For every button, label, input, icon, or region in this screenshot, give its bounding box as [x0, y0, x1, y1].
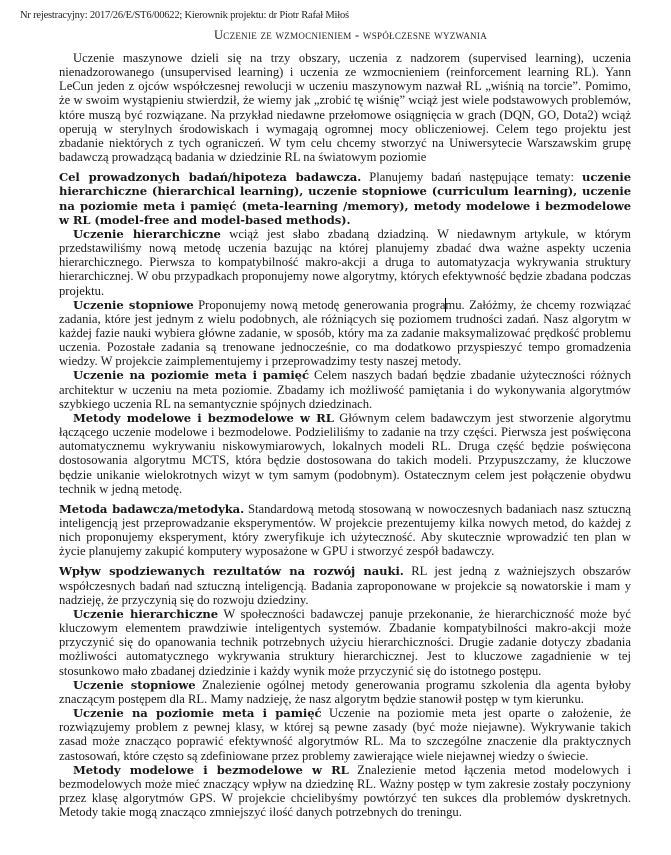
- impact-item-meta: [59, 706, 631, 763]
- impact-item-text: Znalezienie ogólnej metody generowania programu szkolenia dla agenta byłoby znaczącym postępem dla RL. Mamy nadzieję, że nasz algorytm będzie stanowił postęp w tym kierunku.: [59, 677, 631, 706]
- impact-text: RL jest jedną z ważniejszych obszarów współczesnych badań nad sztuczną inteligencją. Badania zaproponowane w projekcie są nowatorskie i mam y nadzieję, że przyczynią się do rozwoju dziedziny.: [59, 564, 631, 607]
- method-heading: Metoda badawcza/metodyka.: [59, 501, 245, 516]
- impact-item-heading: Uczenie stopniowe: [73, 677, 196, 692]
- impact-item-curriculum: [59, 678, 631, 706]
- goals-item-text: wciąż jest słabo zbadaną dziadziną. W niedawnym artykule, w którym przedstawiliśmy nową metodę uczenia bazując na której planujemy zbadać dwa ważne aspekty uczenia hierarchicznego. Pierwsza to kompatybilność makro-akcji a druga to automatyzacja wykrywania struktury hierarchicznej. W obu przypadkach proponujemy nowe algorytmy, których efektywność będzie zbadana podczas projektu.: [59, 226, 631, 298]
- goals-item-text-continued: mu. Załóżmy, że chcemy rozwiązać zadania, które jest jednym z wielu podobnych, ale różniących się poziomem trudności zadań. Nasz algorytm w każdej fazie nauki wybiera główne zadanie, w sposób, który ma za zadanie maksymalizować prędkość problemu uczenia. Pozostałe zadania są trenowane jednocześnie, co ma dodatkowo przyspieszyć tempo gromadzenia wiedzy. W projekcie zaimplementujemy i przeprowadzimy testy naszej metody.: [59, 297, 631, 369]
- goals-item-heading: Uczenie hierarchiczne: [73, 226, 221, 241]
- impact-item-model: [59, 763, 631, 820]
- impact-item-heading: Uczenie na poziomie meta i pamięć: [73, 706, 322, 721]
- goals-heading: Cel prowadzonych badań/hipoteza badawcza.: [59, 170, 362, 185]
- impact-item-heading: Metody modelowe i bezmodelowe w RL: [73, 762, 349, 777]
- impact-item-heading: Uczenie hierarchiczne: [73, 606, 218, 621]
- impact-section: [59, 564, 631, 606]
- registration-header: Nr rejestracyjny: 2017/26/E/ST6/00622; Kierownik projektu: dr Piotr Rafał Miłoś: [20, 10, 349, 21]
- goals-item-heading: Uczenie stopniowe: [73, 297, 194, 312]
- intro-paragraph: [59, 51, 631, 164]
- goals-item-text: Proponujemy nową metodę generowania progra: [198, 297, 446, 312]
- goals-topics: uczenie hierarchiczne (hierarchical learning), uczenie stopniowe (curriculum learning), uczenie na poziomie meta i pamięć (meta-learning /memory), metody modelowe i bezmodelowe w RL (model-free and model-based methods).: [59, 170, 632, 227]
- goals-item-model: [59, 411, 631, 496]
- goals-section: [59, 170, 631, 227]
- goals-item-meta: [59, 368, 631, 410]
- goals-lead: Planujemy badań następujące tematy:: [369, 170, 574, 185]
- goals-item-text: Celem naszych badań będzie zbadanie użyteczności różnych architektur w uczeniu na meta poziomie. Zbadamy ich możliwość pamiętania i do wykonywania algorytmów szybkiego uczenia RL na semantycznie spójnych dziedzinach.: [59, 368, 631, 411]
- impact-item-text: Znalezienie metod łączenia metod modelowych i bezmodelowych może mieć znaczący wpływ na dziedzinę RL. Ważny postęp w tym zakresie zostały poczyniony przez klasę algorytmów GPS. W projekcie chcielibyśmy powtórzyć ten sukces dla problemów dyskretnych. Metody takie mogą znacząco zmniejszyć ilość danych potrzebnych do treningu.: [59, 762, 631, 820]
- document-body: [59, 51, 631, 819]
- goals-item-hierarchical: [59, 227, 631, 298]
- impact-item-text: Uczenie na poziomie meta jest oparte o założenie, że rozwiązujemy problem z pewnej klasy, w której są pewne zasady (być może niejawne). Wykrywanie takich zasad może znacząco poprawić efektywność algorytmów RL. Ma to szczególne znaczenie dla praktycznych zastosowań, które często są zdefiniowane przez problemy zawierające wiele niejawnej wiedzy o świecie.: [59, 706, 632, 763]
- goals-item-heading: Metody modelowe i bezmodelowe w RL: [73, 410, 334, 425]
- impact-heading: Wpływ spodziewanych rezultatów na rozwój nauki.: [59, 564, 404, 579]
- goals-item-heading: Uczenie na poziomie meta i pamięć: [73, 368, 309, 383]
- goals-item-curriculum[interactable]: [59, 298, 631, 369]
- intro-text: Uczenie maszynowe dzieli się na trzy obszary, uczenia z nadzorem (supervised learning), uczenia nienadzorowanego (unsupervised learning) i uczenia ze wzmocnieniem (reinforcement learning RL). Yann LeCun jeden z ojców współczesnej rewolucji w uczeniu maszynowym nazwał RL „wiśnią na torcie”. Pomimo, że w swoim wystąpieniu stwierdził, że wiemy jak „zrobić tę wiśnię” wciąż jest wiele podstawowych problemów, które muszą być rozwiązane. Na przykład niedawne przełomowe osiągnięcia w grach (DQN, GO, Dota2) wciąż operują w sterylnych środowiskach i wymagają ogromnej mocy obliczeniowej. Celem tego projektu jest zbadanie niektórych z tych ograniczeń. W tym celu chcemy stworzyć na Uniwersytecie Warszawskim grupę badawczą prowadzącą badania w dziedzinie RL na światowym poziomie: [59, 51, 631, 165]
- impact-item-hierarchical: [59, 607, 631, 678]
- goals-item-text: Głównym celem badawczym jest stworzenie algorytmu łączącego uczenie modelowe i bezmodelowe. Podzieliliśmy to zadanie na trzy części. Pierwsza jest poświęcona automatycznemu wykrywaniu niskowymiarowych, lokalnych modeli RL. Druga część będzie poświęcona dostosowania algorytmu MCTS, która będzie dostosowana do takich modeli. Przypuszczamy, że kluczowe będzie unikanie wielokrotnych wizyt w tym samym (podobnym). Ostatecznym celem jest połączenie obydwu technik w jedną metodę.: [59, 410, 631, 496]
- method-text: Standardową metodą stosowaną w nowoczesnych badaniach nasz sztuczną inteligencją jest przeprowadzanie eksperymentów. W projekcie prezentujemy kilka nowych metod, do każdej z nich proponujemy eksperyment, który zweryfikuje ich użyteczność. Aby skutecznie wprowadzić ten plan w życie planujemy zakupić komputery wyposażone w GPU i stworzyć zespół badawczy.: [59, 501, 632, 559]
- impact-item-text: W społeczności badawczej panuje przekonanie, że hierarchiczność może być kluczowym elementem prawdziwie inteligentych systemów. Zbadanie kompatybilności makro-akcji może przyczynić się do opanowania technik potrzebnych użyciu hierarchiczności. Drugie zadanie dotyczy zbadania możliwości automatycznego wykrywania struktury hierarchicznej. Jest to kluczowe zagadnienie w tej stosunkowo mało zbadanej dziedzinie i każdy wynik może przyczynić się do istotnego postępu.: [59, 606, 631, 678]
- method-section: [59, 502, 631, 559]
- document-title: Uczenie ze wzmocnieniem - współczesne wyzwania: [213, 28, 488, 42]
